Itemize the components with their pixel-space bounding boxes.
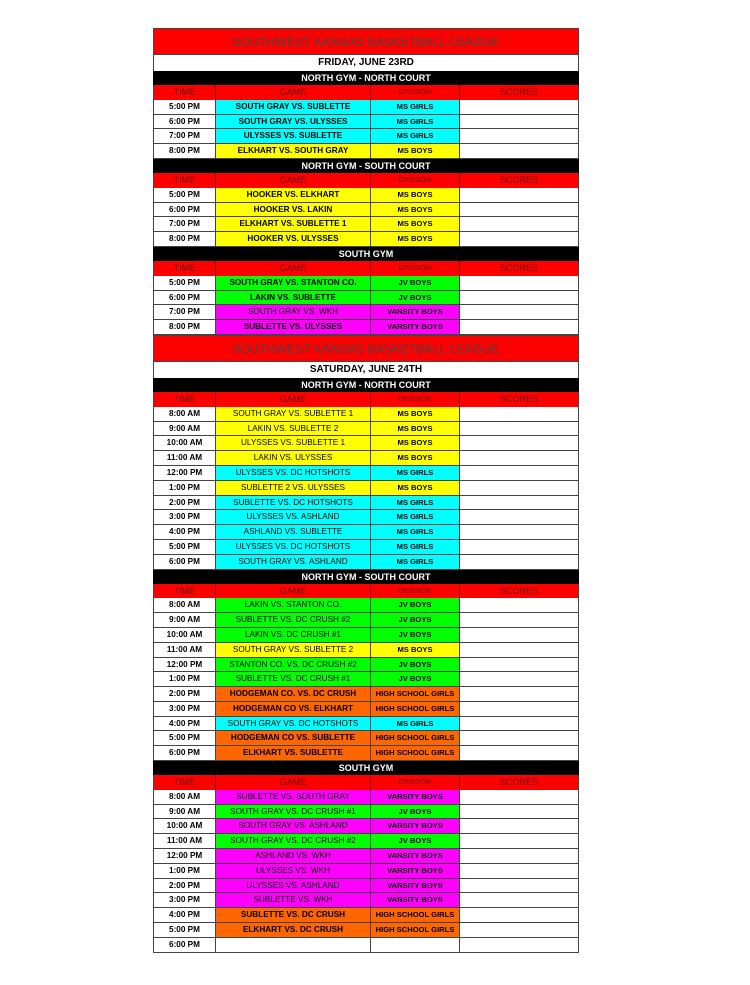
game-matchup: HOOKER VS. ULYSSES [216,232,371,246]
game-row [153,525,579,540]
game-row [153,731,579,746]
game-matchup: SOUTH GRAY VS. SUBLETTE 1 [216,407,371,421]
score-cell[interactable] [460,510,578,524]
league-title: SOUTHWEST KANSAS BASKETBALL LEAGUE [153,28,579,55]
game-row [153,849,579,864]
score-cell[interactable] [460,555,578,569]
game-time: 7:00 PM [154,129,216,143]
score-cell[interactable] [460,144,578,158]
game-time: 9:00 AM [154,422,216,436]
game-division: VARSITY BOYS [371,819,460,833]
game-matchup: SUBLETTE VS. ULYSSES [216,320,371,334]
game-division: MS BOYS [371,643,460,657]
game-division: HIGH SCHOOL GIRLS [371,687,460,701]
game-division [371,938,460,952]
header-scores: SCORES [499,87,538,97]
game-row [153,451,579,466]
column-header-row [153,85,579,100]
game-division: JV BOYS [371,628,460,642]
game-row [153,938,579,953]
game-division: MS BOYS [371,203,460,217]
score-cell[interactable] [460,407,578,421]
game-matchup: SOUTH GRAY VS. ULYSSES [216,115,371,129]
game-time: 5:00 PM [154,540,216,554]
game-division: MS GIRLS [371,129,460,143]
game-matchup: ELKHART VS. SUBLETTE [216,746,371,760]
game-matchup: SUBLETTE VS. DC CRUSH #2 [216,613,371,627]
game-matchup: SUBLETTE VS. DC HOTSHOTS [216,496,371,510]
game-time: 8:00 AM [154,598,216,612]
header-division: DIVISION [371,775,460,790]
game-matchup [216,938,371,952]
game-matchup: SOUTH GRAY VS. DC HOTSHOTS [216,717,371,731]
header-game: GAME [216,261,371,276]
game-matchup: SUBLETTE VS. SOUTH GRAY [216,790,371,804]
game-row [153,908,579,923]
game-row [153,819,579,834]
game-time: 8:00 AM [154,407,216,421]
score-cell[interactable] [460,834,578,848]
game-time: 2:00 PM [154,879,216,893]
game-matchup: LAKIN VS. DC CRUSH #1 [216,628,371,642]
score-cell[interactable] [460,496,578,510]
game-time: 12:00 PM [154,849,216,863]
game-matchup: ELKHART VS. SUBLETTE 1 [216,217,371,231]
game-division: VARSITY BOYS [371,790,460,804]
score-cell[interactable] [460,790,578,804]
game-division: JV BOYS [371,834,460,848]
game-time: 8:00 PM [154,320,216,334]
game-row [153,232,579,247]
game-time: 5:00 PM [154,923,216,937]
game-time: 5:00 PM [154,188,216,202]
game-row [153,144,579,159]
score-cell[interactable] [460,466,578,480]
game-division: VARSITY BOYS [371,893,460,907]
game-division: JV BOYS [371,613,460,627]
game-row [153,540,579,555]
game-matchup: STANTON CO. VS. DC CRUSH #2 [216,658,371,672]
score-cell[interactable] [460,422,578,436]
game-time: 11:00 AM [154,643,216,657]
game-matchup: ULYSSES VS. SUBLETTE 1 [216,436,371,450]
score-cell[interactable] [460,305,578,319]
game-matchup: ELKHART VS. SOUTH GRAY [216,144,371,158]
score-cell[interactable] [460,203,578,217]
score-cell[interactable] [460,893,578,907]
game-matchup: HOOKER VS. ELKHART [216,188,371,202]
game-time: 1:00 PM [154,864,216,878]
game-time: 8:00 PM [154,232,216,246]
game-time: 5:00 PM [154,731,216,745]
game-time: 10:00 AM [154,819,216,833]
game-division: HIGH SCHOOL GIRLS [371,702,460,716]
game-row [153,305,579,320]
column-header-row [153,775,579,790]
header-game: GAME [216,85,371,100]
game-row [153,702,579,717]
game-row [153,717,579,732]
header-time: TIME [154,392,216,407]
header-time: TIME [154,85,216,100]
score-cell[interactable] [460,540,578,554]
header-division: DIVISION [371,392,460,407]
league-title: SOUTHWEST KANSAS BASKETBALL LEAGUE [153,335,579,362]
score-cell[interactable] [460,100,578,114]
game-division: HIGH SCHOOL GIRLS [371,746,460,760]
venue-heading: SOUTH GYM [153,247,579,261]
game-division: MS BOYS [371,232,460,246]
game-matchup: ELKHART VS. DC CRUSH [216,923,371,937]
game-matchup: SOUTH GRAY VS. ASHLAND [216,555,371,569]
game-time: 6:00 PM [154,938,216,952]
game-matchup: SOUTH GRAY VS. SUBLETTE [216,100,371,114]
game-division: MS BOYS [371,436,460,450]
game-division: MS GIRLS [371,510,460,524]
header-scores: SCORES [499,393,538,404]
game-division: MS BOYS [371,217,460,231]
game-row [153,643,579,658]
venue-heading: SOUTH GYM [153,761,579,775]
game-row [153,407,579,422]
score-cell[interactable] [460,291,578,305]
game-matchup: SUBLETTE 2 VS. ULYSSES [216,481,371,495]
game-matchup: ASHLAND VS. WKH [216,849,371,863]
game-row [153,320,579,335]
game-division: JV BOYS [371,805,460,819]
header-game: GAME [216,173,371,188]
header-time: TIME [154,775,216,790]
header-time: TIME [154,173,216,188]
game-time: 1:00 PM [154,672,216,686]
game-division: MS GIRLS [371,115,460,129]
game-row [153,805,579,820]
header-time: TIME [154,261,216,276]
game-time: 6:00 PM [154,746,216,760]
game-row [153,555,579,570]
score-cell[interactable] [460,687,578,701]
game-row [153,672,579,687]
game-time: 8:00 AM [154,790,216,804]
game-row [153,129,579,144]
venue-heading: NORTH GYM - SOUTH COURT [153,159,579,173]
game-row [153,466,579,481]
score-cell[interactable] [460,217,578,231]
game-division: MS GIRLS [371,496,460,510]
score-cell[interactable] [460,923,578,937]
header-scores: SCORES [499,262,538,273]
game-matchup: SOUTH GRAY VS. DC CRUSH #2 [216,834,371,848]
game-row [153,496,579,511]
game-time: 6:00 PM [154,203,216,217]
game-division: MS GIRLS [371,466,460,480]
game-row [153,790,579,805]
game-matchup: SOUTH GRAY VS. SUBLETTE 2 [216,643,371,657]
column-header-row [153,584,579,599]
game-row [153,923,579,938]
game-division: HIGH SCHOOL GIRLS [371,923,460,937]
game-matchup: ULYSSES VS. SUBLETTE [216,129,371,143]
score-cell[interactable] [460,525,578,539]
score-cell[interactable] [460,115,578,129]
game-row [153,276,579,291]
game-division: MS BOYS [371,188,460,202]
game-row [153,746,579,761]
score-cell[interactable] [460,628,578,642]
game-division: VARSITY BOYS [371,879,460,893]
header-scores: SCORES [499,777,538,788]
game-row [153,628,579,643]
game-matchup: HODGEMAN CO VS. SUBLETTE [216,731,371,745]
game-matchup: SOUTH GRAY VS. ASHLAND [216,819,371,833]
schedule-sheet [153,28,579,953]
game-matchup: ASHLAND VS. SUBLETTE [216,525,371,539]
score-cell[interactable] [460,938,578,952]
game-time: 6:00 PM [154,115,216,129]
score-cell[interactable] [460,864,578,878]
game-time: 10:00 AM [154,628,216,642]
game-row [153,687,579,702]
score-cell[interactable] [460,613,578,627]
game-row [153,658,579,673]
game-time: 7:00 PM [154,305,216,319]
header-division: DIVISION [371,261,460,276]
game-time: 10:00 AM [154,436,216,450]
game-time: 4:00 PM [154,717,216,731]
score-cell[interactable] [460,481,578,495]
column-header-row [153,392,579,407]
score-cell[interactable] [460,598,578,612]
game-division: JV BOYS [371,291,460,305]
game-row [153,188,579,203]
column-header-row [153,261,579,276]
game-time: 2:00 PM [154,687,216,701]
game-division: VARSITY BOYS [371,849,460,863]
score-cell[interactable] [460,643,578,657]
game-matchup: ULYSSES VS. WKH [216,864,371,878]
game-division: MS BOYS [371,422,460,436]
header-scores: SCORES [499,174,538,185]
game-matchup: HODGEMAN CO VS. ELKHART [216,702,371,716]
score-cell[interactable] [460,188,578,202]
schedule-date: FRIDAY, JUNE 23RD [153,55,579,71]
game-division: MS GIRLS [371,540,460,554]
score-cell[interactable] [460,129,578,143]
game-division: MS BOYS [371,407,460,421]
score-cell[interactable] [460,436,578,450]
game-time: 12:00 PM [154,466,216,480]
game-row [153,203,579,218]
score-cell[interactable] [460,232,578,246]
score-cell[interactable] [460,849,578,863]
venue-heading: NORTH GYM - SOUTH COURT [153,570,579,584]
game-division: MS GIRLS [371,100,460,114]
game-time: 11:00 AM [154,834,216,848]
game-time: 5:00 PM [154,276,216,290]
venue-heading: NORTH GYM - NORTH COURT [153,378,579,392]
game-division: VARSITY BOYS [371,864,460,878]
game-row [153,864,579,879]
game-time: 9:00 AM [154,613,216,627]
game-time: 2:00 PM [154,496,216,510]
game-row [153,613,579,628]
game-division: MS BOYS [371,481,460,495]
score-cell[interactable] [460,717,578,731]
game-row [153,834,579,849]
game-row [153,217,579,232]
game-division: VARSITY BOYS [371,305,460,319]
score-cell[interactable] [460,672,578,686]
game-division: JV BOYS [371,658,460,672]
header-division: DIVISION [371,85,460,100]
game-row [153,422,579,437]
score-cell[interactable] [460,731,578,745]
score-cell[interactable] [460,320,578,334]
game-matchup: LAKIN VS. SUBLETTE [216,291,371,305]
score-cell[interactable] [460,276,578,290]
score-cell[interactable] [460,451,578,465]
game-row [153,100,579,115]
game-matchup: ULYSSES VS. ASHLAND [216,879,371,893]
game-matchup: SOUTH GRAY VS. STANTON CO. [216,276,371,290]
game-division: MS GIRLS [371,555,460,569]
game-division: MS GIRLS [371,525,460,539]
game-row [153,481,579,496]
game-matchup: SUBLETTE VS. WKH [216,893,371,907]
game-division: MS GIRLS [371,717,460,731]
header-division: DIVISION [371,173,460,188]
game-time: 5:00 PM [154,100,216,114]
score-cell[interactable] [460,908,578,922]
game-time: 3:00 PM [154,510,216,524]
header-division: DIVISION [371,584,460,599]
game-matchup: HODGEMAN CO. VS. DC CRUSH [216,687,371,701]
game-time: 7:00 PM [154,217,216,231]
header-game: GAME [216,775,371,790]
score-cell[interactable] [460,805,578,819]
schedule-date: SATURDAY, JUNE 24TH [153,362,579,378]
game-time: 9:00 AM [154,805,216,819]
game-time: 1:00 PM [154,481,216,495]
game-row [153,291,579,306]
game-row [153,893,579,908]
score-cell[interactable] [460,746,578,760]
score-cell[interactable] [460,879,578,893]
header-game: GAME [216,392,371,407]
game-division: JV BOYS [371,672,460,686]
game-division: HIGH SCHOOL GIRLS [371,731,460,745]
game-matchup: HOOKER VS. LAKIN [216,203,371,217]
venue-heading: NORTH GYM - NORTH COURT [153,71,579,85]
header-time: TIME [154,584,216,599]
game-row [153,115,579,130]
score-cell[interactable] [460,702,578,716]
game-time: 11:00 AM [154,451,216,465]
game-matchup: SOUTH GRAY VS. DC CRUSH #1 [216,805,371,819]
game-matchup: ULYSSES VS. ASHLAND [216,510,371,524]
game-matchup: ULYSSES VS. DC HOTSHOTS [216,466,371,480]
game-division: MS BOYS [371,144,460,158]
game-matchup: SUBLETTE VS. DC CRUSH [216,908,371,922]
game-time: 8:00 PM [154,144,216,158]
game-time: 6:00 PM [154,555,216,569]
game-row [153,510,579,525]
game-row [153,598,579,613]
game-division: JV BOYS [371,598,460,612]
game-division: MS BOYS [371,451,460,465]
column-header-row [153,173,579,188]
game-matchup: SOUTH GRAY VS. WKH [216,305,371,319]
header-scores: SCORES [499,585,538,596]
game-time: 3:00 PM [154,893,216,907]
game-matchup: LAKIN VS. ULYSSES [216,451,371,465]
game-division: HIGH SCHOOL GIRLS [371,908,460,922]
game-matchup: LAKIN VS. STANTON CO. [216,598,371,612]
game-row [153,879,579,894]
game-division: VARSITY BOYS [371,320,460,334]
game-matchup: ULYSSES VS. DC HOTSHOTS [216,540,371,554]
game-division: JV BOYS [371,276,460,290]
game-time: 6:00 PM [154,291,216,305]
game-matchup: SUBLETTE VS. DC CRUSH #1 [216,672,371,686]
game-time: 4:00 PM [154,525,216,539]
game-matchup: LAKIN VS. SUBLETTE 2 [216,422,371,436]
game-row [153,436,579,451]
game-time: 12:00 PM [154,658,216,672]
score-cell[interactable] [460,658,578,672]
game-time: 4:00 PM [154,908,216,922]
header-game: GAME [216,584,371,599]
game-time: 3:00 PM [154,702,216,716]
score-cell[interactable] [460,819,578,833]
